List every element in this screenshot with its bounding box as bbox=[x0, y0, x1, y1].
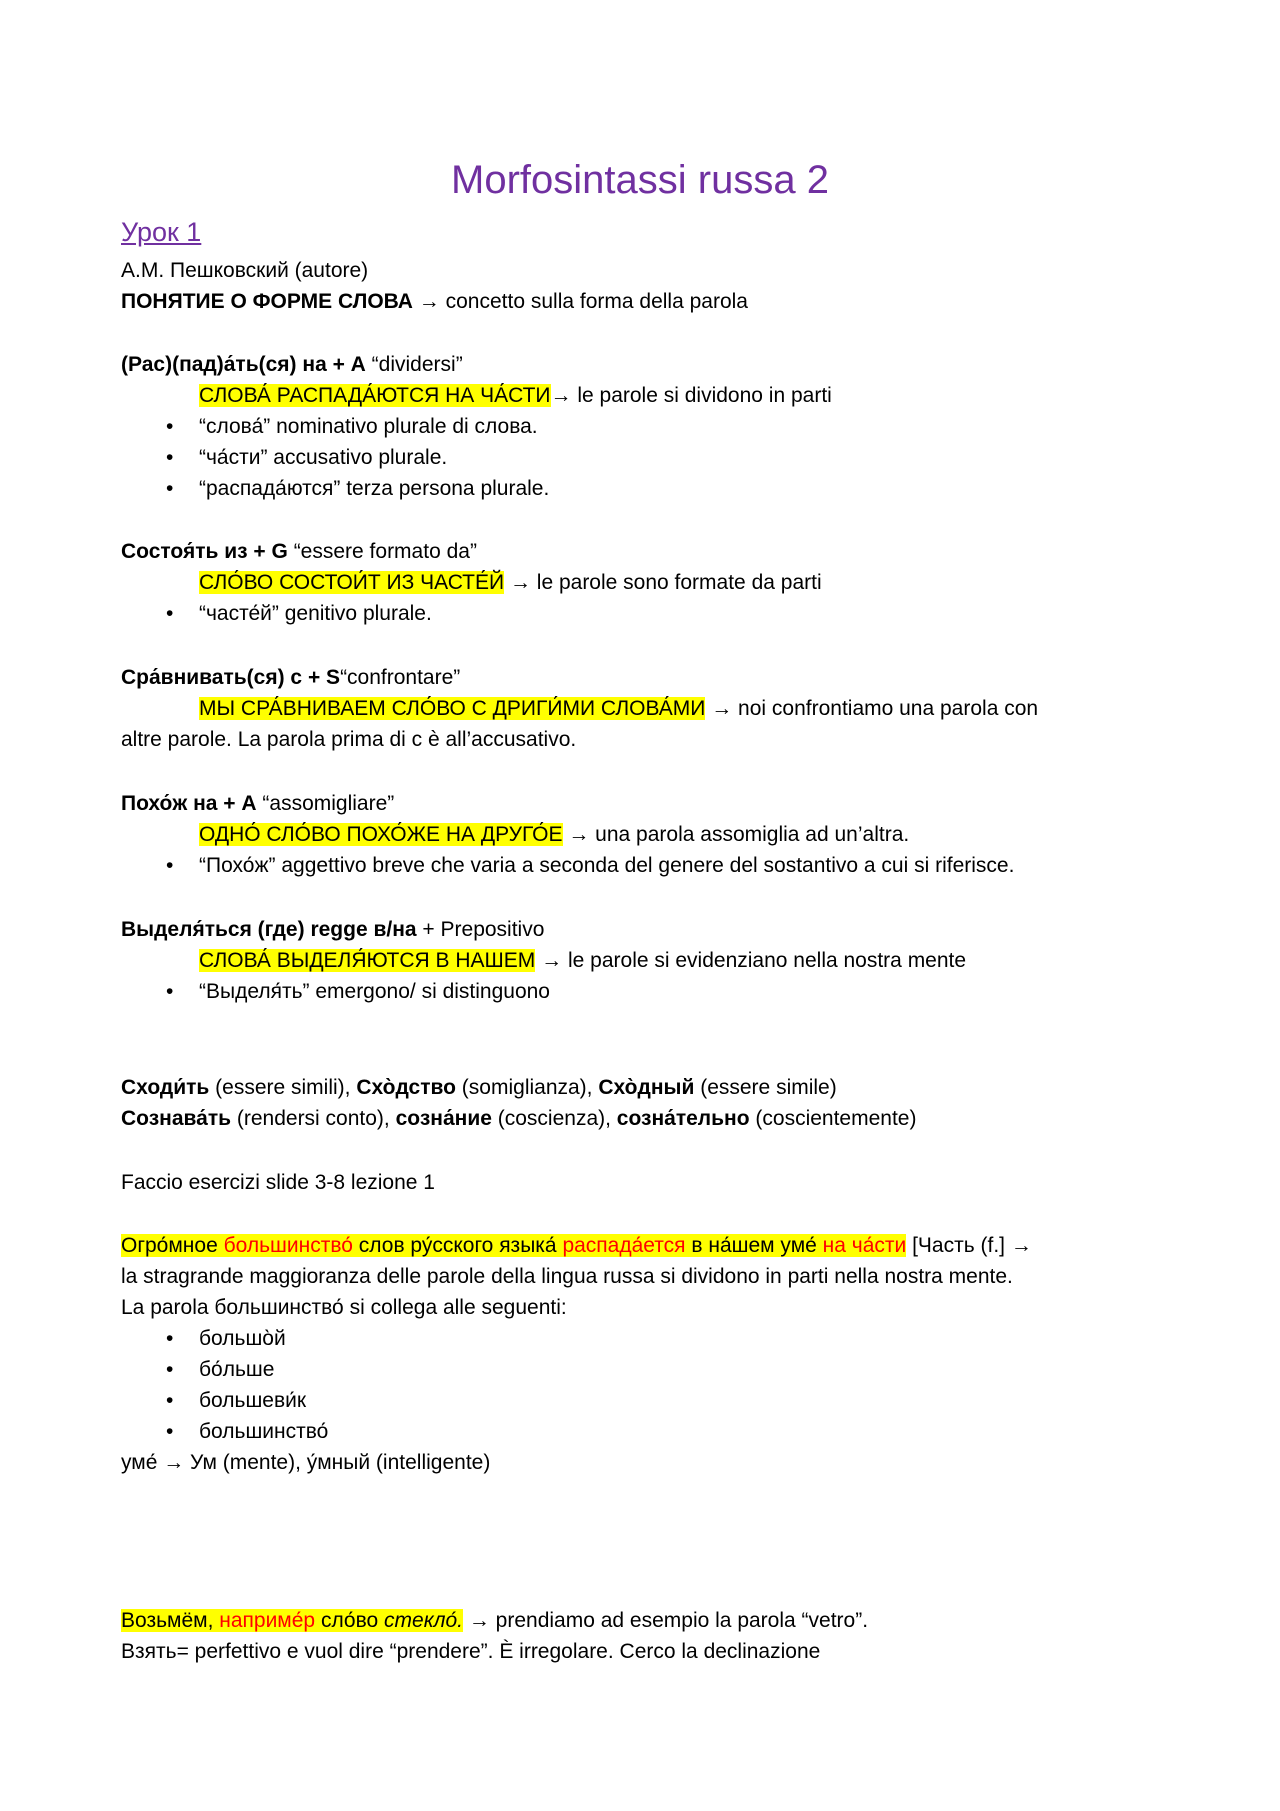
sentence-tail: → prendiamo ad esempio la parola “vetro”. bbox=[463, 1609, 869, 1632]
highlighted-example: МЫ СРА́ВНИВАЕМ СЛО́ВО С ДРИГИ́МИ СЛОВА́МИ bbox=[199, 697, 706, 720]
verb-bold: Состоя́ть из + G bbox=[121, 540, 288, 563]
verb-heading-sravnivat bbox=[121, 663, 460, 693]
list-item: • “часте́й” genitivo plurale. bbox=[199, 599, 432, 629]
list-item: • “ча́сти” accusativo plurale. bbox=[199, 443, 447, 473]
ume-line: уме́ → Ум (mente), у́мный (intelligente) bbox=[121, 1451, 491, 1474]
big-translation: la stragrande maggioranza delle parole della lingua russa si dividono in parti nella nostra mente. bbox=[121, 1265, 1013, 1288]
hl-text: Возьмём, bbox=[121, 1609, 220, 1632]
verb-meaning: + Prepositivo bbox=[416, 918, 545, 941]
example-line bbox=[199, 694, 1038, 724]
list-item: • большо̀й bbox=[199, 1324, 286, 1354]
lesson-heading: Урок 1 bbox=[121, 217, 202, 247]
example-line bbox=[199, 381, 832, 411]
big-note: La parola большинство́ si collega alle seguenti: bbox=[121, 1296, 567, 1319]
exercises-note: Faccio esercizi slide 3-8 lezione 1 bbox=[121, 1171, 435, 1194]
highlighted-example: СЛО́ВО СОСТОИ́Т ИЗ ЧАСТЕ́Й bbox=[199, 571, 505, 594]
highlighted-example: ОДНО́ СЛО́ВО ПОХО́ЖЕ НА ДРУГО́Е bbox=[199, 823, 563, 846]
vocab-term: созна́тельно bbox=[616, 1107, 750, 1130]
example-translation: → le parole sono formate da parti bbox=[504, 571, 822, 594]
verb-bold: Похо́ж на + А bbox=[121, 792, 257, 815]
vocab-meaning: (rendersi conto), bbox=[231, 1107, 396, 1130]
hl-red-text: на ча́сти bbox=[822, 1234, 907, 1257]
vocab-meaning: (essere simili), bbox=[209, 1076, 357, 1099]
verb-meaning: “confrontare” bbox=[340, 666, 461, 689]
example-translation: → le parole si evidenziano nella nostra mente bbox=[535, 949, 967, 972]
verb-bold: Выделя́ться (где) regge в/на bbox=[121, 918, 417, 941]
hl-text: слов ру́сского языка́ bbox=[352, 1234, 563, 1257]
highlighted-example: СЛОВА́ РАСПАДА́ЮТСЯ НА ЧА́СТИ bbox=[199, 384, 551, 407]
last-note: Взять= perfettivo e vuol dire “prendere”. È irregolare. Cerco la declinazione bbox=[121, 1640, 821, 1663]
author-line bbox=[121, 256, 368, 286]
verb-heading-sostoyat bbox=[121, 537, 477, 567]
hl-italic-text: стекло́. bbox=[384, 1609, 463, 1632]
vocab-term: Схо̀дный bbox=[598, 1076, 695, 1099]
vocab-line-1 bbox=[121, 1073, 837, 1103]
vocab-term: Сознава́ть bbox=[121, 1107, 232, 1130]
author-text: А.М. Пешковский (autore) bbox=[121, 259, 369, 282]
list-item: • большинство́ bbox=[199, 1417, 328, 1447]
vocab-line-2 bbox=[121, 1104, 916, 1134]
last-sentence bbox=[121, 1606, 868, 1636]
verb-bold: Сра́внивать(ся) с + S bbox=[121, 666, 341, 689]
verb-meaning: “dividersi” bbox=[365, 353, 463, 376]
hl-red-text: наприме́р bbox=[219, 1609, 316, 1632]
list-item: • “распада́ются” terza persona plurale. bbox=[199, 474, 549, 504]
example-line bbox=[199, 946, 966, 976]
example-line bbox=[199, 820, 909, 850]
list-item: • “слова́” nominativo plurale di слова. bbox=[199, 412, 538, 442]
verb-heading-raspadat bbox=[121, 350, 463, 380]
hl-red-text: большинство́ bbox=[223, 1234, 353, 1257]
concept-line bbox=[121, 287, 748, 317]
concept-term: ПОНЯТИЕ О ФОРМЕ СЛОВА bbox=[121, 290, 413, 313]
example-translation: → noi confrontiamo una parola con bbox=[705, 697, 1039, 720]
hl-red-text: распада́ется bbox=[562, 1234, 686, 1257]
verb-heading-pokhozh bbox=[121, 789, 394, 819]
vocab-term: созна́ние bbox=[395, 1107, 492, 1130]
verb-heading-vydelyatsya bbox=[121, 915, 544, 945]
example-translation: → le parole si dividono in parti bbox=[550, 384, 832, 407]
list-item: • “Похо́ж” aggettivo breve che varia a seconda del genere del sostantivo a cui si riferisce. bbox=[199, 851, 1014, 881]
verb-meaning: “assomigliare” bbox=[256, 792, 395, 815]
verb-meaning: “essere formato da” bbox=[287, 540, 477, 563]
example-translation: → una parola assomiglia ad un’altra. bbox=[562, 823, 910, 846]
highlighted-example: СЛОВА́ ВЫДЕЛЯ́ЮТСЯ В НАШЕМ bbox=[199, 949, 536, 972]
hl-text: в на́шем уме́ bbox=[685, 1234, 823, 1257]
concept-translation: → concetto sulla forma della parola bbox=[418, 290, 748, 313]
sentence-tail: [Часть (f.] → bbox=[906, 1234, 1032, 1257]
verb-bold: (Рас)(пад)а́ть(ся) на + А bbox=[121, 353, 366, 376]
example-continuation: altre parole. La parola prima di с è all’accusativo. bbox=[121, 728, 577, 751]
list-item: • большеви́к bbox=[199, 1386, 306, 1416]
vocab-meaning: (coscienza), bbox=[491, 1107, 617, 1130]
page-title: Morfosintassi russa 2 bbox=[451, 158, 829, 202]
vocab-meaning: (essere simile) bbox=[694, 1076, 837, 1099]
list-item: • бо́льше bbox=[199, 1355, 274, 1385]
example-line bbox=[199, 568, 822, 598]
vocab-term: Схо̀дство bbox=[356, 1076, 456, 1099]
big-sentence bbox=[121, 1231, 1032, 1261]
hl-text: Огро́мное bbox=[121, 1234, 224, 1257]
hl-text: сло́во bbox=[315, 1609, 385, 1632]
vocab-meaning: (somiglianza), bbox=[455, 1076, 599, 1099]
vocab-meaning: (coscientemente) bbox=[749, 1107, 917, 1130]
vocab-term: Сходи́ть bbox=[121, 1076, 210, 1099]
list-item: • “Выделя́ть” emergono/ si distinguono bbox=[199, 977, 550, 1007]
